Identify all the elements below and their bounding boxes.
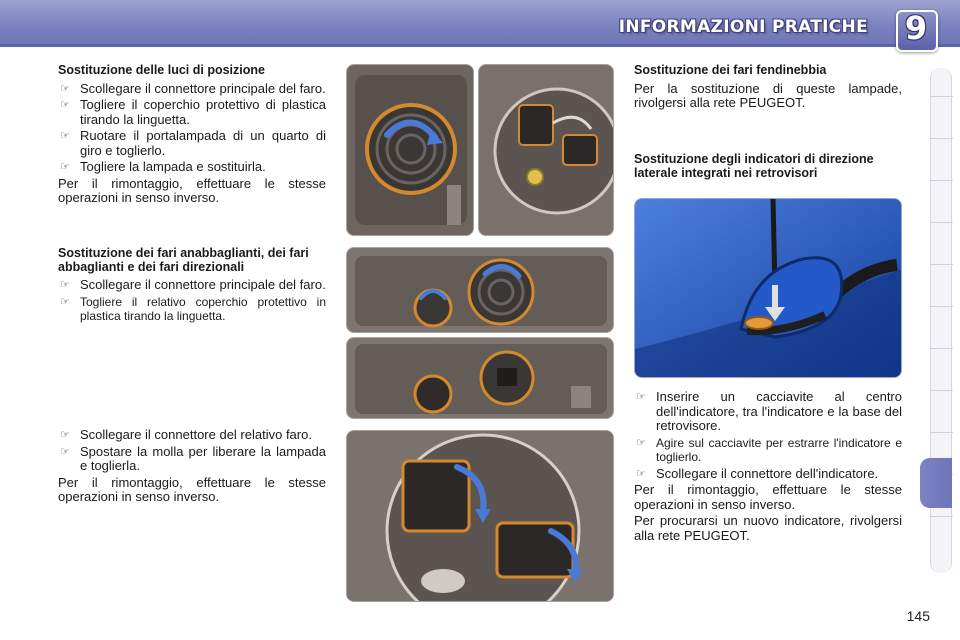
pointing-hand-icon: ☞ xyxy=(636,391,646,403)
tab-divider xyxy=(931,180,953,181)
figure-mirror-indicator xyxy=(634,198,902,378)
tab-divider xyxy=(931,222,953,223)
bullet-item: ☞ Spostare la molla per liberare la lampada e toglierla. xyxy=(60,443,326,473)
figure-bulb-spring xyxy=(346,430,614,602)
bullet-item: ☞ Agire sul cacciavite per estrarre l'indicatore e toglierlo. xyxy=(636,435,902,464)
tab-divider xyxy=(931,390,953,391)
pointing-hand-icon: ☞ xyxy=(60,161,70,173)
paragraph: Per il rimontaggio, effettuare le stesse operazioni in senso inverso. xyxy=(634,482,902,512)
bullet-item: ☞ Scollegare il connettore del relativo faro. xyxy=(60,427,312,442)
pointing-hand-icon: ☞ xyxy=(636,467,646,480)
bullet-item: ☞ Togliere la lampada e sostituirla. xyxy=(60,159,266,174)
side-mirror-illustration xyxy=(635,199,902,378)
heading-position-lights: Sostituzione delle luci di posizione xyxy=(58,63,265,77)
tab-divider xyxy=(931,516,953,517)
bullet-item: ☞ Togliere il coperchio protettivo di plastica tirando la linguetta. xyxy=(60,97,326,127)
paragraph: Per la sostituzione di queste lampade, rivolgersi alla rete PEUGEOT. xyxy=(634,80,902,110)
figure-headlamp-rear-upper xyxy=(346,247,614,333)
right-section-mirror-indicators-heading xyxy=(634,153,902,184)
tab-divider xyxy=(931,96,953,97)
pointing-hand-icon: ☞ xyxy=(60,295,70,308)
pointing-hand-icon: ☞ xyxy=(60,99,70,111)
tab-divider xyxy=(931,348,953,349)
page-number: 145 xyxy=(906,608,930,624)
paragraph: Per il rimontaggio, effettuare le stesse operazioni in senso inverso. xyxy=(58,474,326,504)
right-section-mirror-indicators-steps xyxy=(634,390,902,545)
left-section-headlamps xyxy=(58,247,326,326)
paragraph: Per procurarsi un nuovo indicatore, rivolgersi alla rete PEUGEOT. xyxy=(634,513,902,543)
headlamp-rear-illustration xyxy=(347,248,614,333)
heading-headlamps: Sostituzione dei fari anabbaglianti, dei fari abbaglianti e dei fari direzionali xyxy=(58,246,309,274)
left-section-position-lights xyxy=(58,64,326,208)
pointing-hand-icon: ☞ xyxy=(60,445,70,458)
bullet-item: ☞ Ruotare il portalampada di un quarto di giro e toglierlo. xyxy=(60,128,326,158)
bulbholder-illustration xyxy=(479,65,614,236)
pointing-hand-icon: ☞ xyxy=(60,279,70,291)
bullet-item: ☞ Scollegare il connettore principale del faro. xyxy=(60,80,326,96)
pointing-hand-icon: ☞ xyxy=(60,130,70,142)
page-header xyxy=(0,0,960,58)
figure-headlamp-rear-lower xyxy=(346,337,614,419)
bullet-item: ☞ Scollegare il connettore principale del faro. xyxy=(60,277,326,292)
section-title: INFORMAZIONI PRATICHE xyxy=(618,17,868,37)
figure-bulbholder-right xyxy=(478,64,614,236)
left-section-bulb-removal xyxy=(58,428,326,507)
pointing-hand-icon: ☞ xyxy=(60,429,70,441)
pointing-hand-icon: ☞ xyxy=(60,82,70,95)
bullet-item: ☞ Scollegare il connettore dell'indicatore. xyxy=(636,465,879,481)
bullet-item: ☞ Inserire un cacciavite al centro dell'indicatore, tra l'indicatore e la base del retrovisore. xyxy=(636,389,902,433)
tab-divider xyxy=(931,306,953,307)
headlamp-cover-illustration xyxy=(347,65,474,236)
pointing-hand-icon: ☞ xyxy=(636,436,646,449)
headlamp-connectors-illustration xyxy=(347,338,614,419)
bullet-item: ☞ Togliere il relativo coperchio protettivo in plastica tirando la linguetta. xyxy=(60,294,326,323)
tab-divider xyxy=(931,138,953,139)
chapter-number: 9 xyxy=(904,9,928,47)
figure-headlamp-cover-left xyxy=(346,64,474,236)
active-chapter-tab[interactable] xyxy=(920,458,952,508)
tab-divider xyxy=(931,264,953,265)
header-rule xyxy=(0,44,960,47)
paragraph: Per il rimontaggio, effettuare le stesse operazioni in senso inverso. xyxy=(58,175,326,205)
tab-divider xyxy=(931,432,953,433)
bulb-spring-illustration xyxy=(347,431,614,602)
heading-mirror-indicators: Sostituzione degli indicatori di direzione laterale integrati nei retrovisori xyxy=(634,152,874,180)
heading-fog-lamps: Sostituzione dei fari fendinebbia xyxy=(634,63,827,77)
right-section-fog-lamps xyxy=(634,64,902,113)
